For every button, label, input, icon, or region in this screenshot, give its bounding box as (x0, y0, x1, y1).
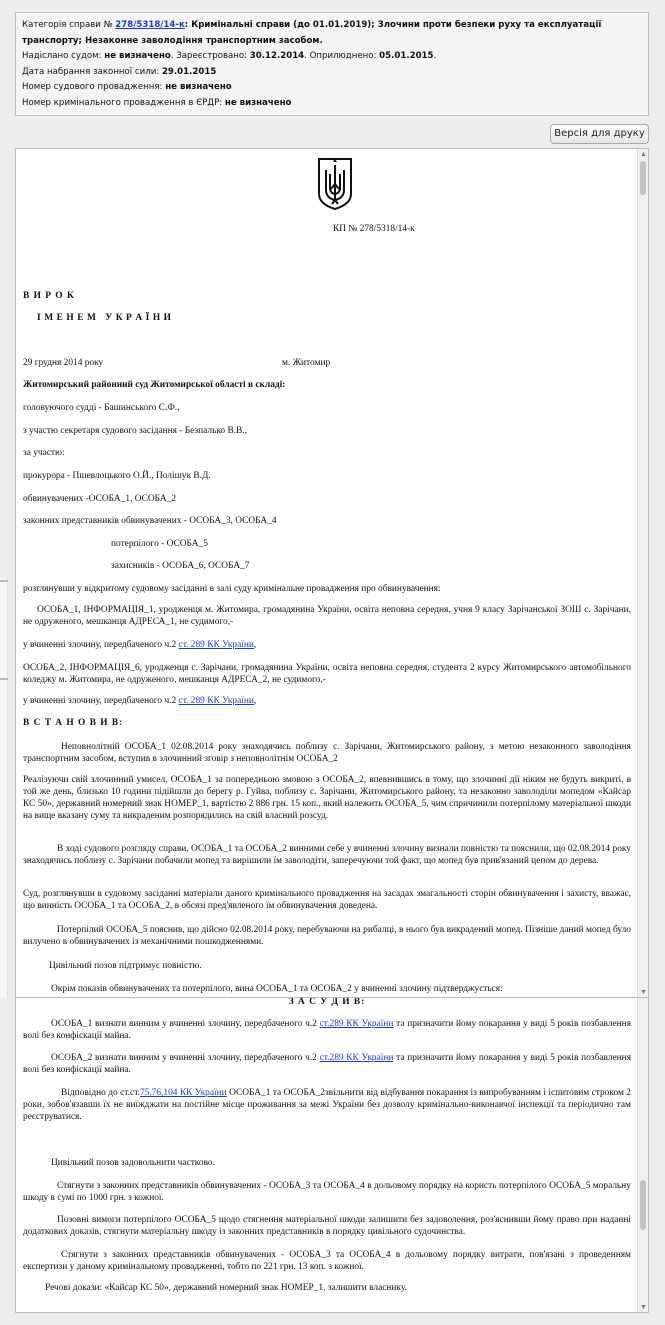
charge2-suffix: , (253, 696, 257, 706)
scroll-down-icon[interactable]: ▼ (640, 1303, 647, 1311)
legal-force-line (22, 65, 642, 81)
sentence-6: Позовні вимоги потерпілого ОСОБА_5 щодо стягнення матеріальної шкоди залишити без задоволення, роз'яснивши йому право при наданні додаткових доказів, стягнути матеріальну шкоду із законних представників в порядку цивільного судочинства. (23, 1215, 631, 1237)
dates-end: . (433, 51, 437, 62)
charge1-prefix: у вчиненні злочину, передбаченого ч.2 (23, 640, 177, 650)
sentence-1-link[interactable]: ст.289 КК України (319, 1019, 394, 1029)
document-frame-bottom[interactable] (15, 998, 649, 1313)
charge1-line (23, 639, 631, 651)
established-heading: В С Т А Н О В И В: (23, 718, 124, 728)
charge2-link[interactable]: ст. 289 КК України (178, 696, 254, 706)
fact-6: Цивільний позов підтримує повністю. (49, 961, 202, 971)
sentence-7: Стягнути з законних представників обвинувачених - ОСОБА_3 та ОСОБА_4 в дольовому порядку витрати, пов'язані з проведенням експертизи у даному кримінальному провадженні, тобто по 221 грн. 13 коп. з кожної. (23, 1250, 631, 1272)
fact-2: Реалізуючи свій злочинний умисел, ОСОБА_1 за попередньою змовою з ОСОБА_2, впевнившись в тому, що злочинні дії ніким не будуть викриті, в той же день, близько 10 години підійшли до берегу р. Гуйва, поблизу с. Зарічани, Житомирського району, та незаконно заволоділи мопедом «Кайсар КС 50», державний номерний знак НОМЕР_1, вартістю 2 886 грн. 15 коп., який належить ОСОБА_5, чим спричинили потерпілому матеріальної шкоди на вище вказану суму та викраденим розпорядились на свій власний розсуд. (23, 775, 631, 821)
left-edge-mark (0, 580, 8, 582)
person2-info: ОСОБА_2, ІНФОРМАЦІЯ_6, уродженця с. Зарічани, громадянина України, освіта неповна середня, студента 2 курсу Житомирського автомобільного коледжу м. Житомира, не одруженого, мешканця АДРЕСА_2, не судимого,- (23, 663, 631, 685)
prosecutors: прокурора - Пшевлоцького О.Й., Полішук В.Д. (23, 471, 211, 481)
document-scrollbar-bottom[interactable] (637, 998, 648, 1312)
fact-7: Окрім показів обвинувачених та потерпілого, вина ОСОБА_1 та ОСОБА_2 у вчиненні злочину підтверджується: (51, 984, 503, 994)
sentence-2 (23, 1052, 631, 1076)
court-secretary: з участю секретаря судового засідання - Безпалько В.В., (23, 426, 247, 436)
sentence-2-text-a: ОСОБА_2 визнати винним у вчиненні злочину, передбаченого ч.2 (51, 1053, 317, 1063)
case-category-line (22, 18, 642, 49)
category-text: : Кримінальні справи (до 01.01.2019); Злочини проти безпеки руху та експлуатації транспорту; Незаконне заволодіння транспортним засобом. (22, 20, 602, 46)
fact-3: В ході судового розгляду справи, ОСОБА_1 та ОСОБА_2 винними себе у вчиненні злочину визнали повністю та пояснили, що 02.08.2014 року знаходячись поблизу с. Зарічани побачили мопед та вирішили їм заволодіти, заперечуючи той факт, що мопед був прив'язаний цепом до дерева. (23, 844, 631, 866)
sentence-5: Стягнути з законних представників обвинувачених - ОСОБА_3 та ОСОБА_4 в дольовому порядку на користь потерпілого ОСОБА_5 моральну шкоду в сумі по 1000 грн. з кожної. (23, 1181, 631, 1203)
left-edge-strip (0, 578, 8, 998)
charge1-suffix: , (253, 640, 257, 650)
document-scrollbar[interactable] (637, 149, 648, 997)
document-frame-top[interactable] (15, 148, 649, 998)
charge1-link[interactable]: ст. 289 КК України (178, 640, 254, 650)
defenders: захисників - ОСОБА_6, ОСОБА_7 (111, 561, 250, 571)
sentence-2-link[interactable]: ст.289 КК України (319, 1053, 394, 1063)
verdict-subtitle: І М Е Н Е М У К Р А Ї Н И (37, 313, 172, 323)
court-proc-line (22, 80, 642, 96)
person1-info: ОСОБА_1, ІНФОРМАЦІЯ_1, уродженця м. Житомира, громадянина України, освіта неповна середня, учня 9 класу Зарічанської ЗОШ с. Зарічани, не одруженого, мешканця АДРЕСА_1, не судимого,- (23, 605, 631, 627)
fact-1: Неповнолітній ОСОБА_1 02.08.2014 року знаходячись поблизу с. Зарічани, Житомирського району, з метою незаконного заволодіння транспортним засобом, вступив в злочинний зговір з неповнолітнім ОСОБА_2 (23, 742, 631, 764)
criminal-proc-value: не визначено (224, 97, 292, 108)
court-proc-label: Номер судового провадження: (22, 82, 163, 93)
criminal-proc-label: Номер кримінального провадження в ЄРДР: (22, 97, 223, 108)
sentence-3 (23, 1087, 631, 1123)
presiding-judge: головуючого судді - Башинського С.Ф., (23, 403, 180, 413)
sent-label: Надіслано судом: (22, 51, 102, 62)
sentenced-heading: З А С У Д И В: (288, 998, 366, 1007)
victim: потерпілого - ОСОБА_5 (111, 539, 208, 549)
court-proc-value: не визначено (165, 82, 232, 93)
sentence-3-text-a: Відповідно до ст.ст. (61, 1088, 140, 1098)
scrollbar-thumb[interactable] (640, 161, 646, 195)
sentence-8: Речові докази: «Кайсар КС 50», державний номерний знак НОМЕР_1, залишити власнику. (45, 1283, 407, 1293)
category-label: Категорія справи № (22, 20, 113, 30)
legal-force-label: Дата набрання законної сили: (22, 66, 160, 77)
sentence-4: Цивільний позов задовольнити частково. (51, 1158, 215, 1168)
left-edge-mark (0, 678, 8, 680)
legal-force-value: 29.01.2015 (161, 66, 217, 77)
print-version-button[interactable]: Версія для друку (550, 124, 649, 144)
accused: обвинувачених -ОСОБА_1, ОСОБА_2 (23, 494, 177, 504)
fact-5: Потерпілий ОСОБА_5 пояснив, що дійсно 02.08.2014 року, перебуваючи на рибалці, в нього був викрадений мопед. Пізніше даний мопед було вилучено в обвинувачених із механічними пошкодженнями. (23, 925, 631, 947)
coat-of-arms-icon (316, 156, 354, 212)
case-info-panel (15, 12, 649, 116)
fact-4: Суд, розглянувши в судовому засіданні матеріали даного кримінального провадження на засадах змагальності сторін обвинувачення і захисту, вважає, що винність ОСОБА_1 та ОСОБА_2, в обсязі пред'явленого їм обвинувачення доведена. (23, 889, 631, 911)
charge2-line (23, 695, 631, 707)
verdict-title: В И Р О К (23, 291, 75, 301)
legal-representatives: законних представників обвинувачених - ОСОБА_3, ОСОБА_4 (23, 516, 277, 526)
case-number: КП № 278/5318/14-к (333, 224, 415, 234)
scrollbar-thumb-bottom[interactable] (640, 1180, 646, 1230)
scroll-up-icon[interactable]: ▲ (640, 150, 647, 158)
sentence-1 (23, 1018, 631, 1042)
dates-line (22, 49, 642, 65)
verdict-city: м. Житомир (282, 358, 331, 368)
sentence-2-text-b: та призначити йому покарання у виді 5 років позбавлення волі без конфіскації майна. (23, 1053, 632, 1075)
charge2-prefix: у вчиненні злочину, передбаченого ч.2 (23, 696, 177, 706)
sentence-1-text-a: ОСОБА_1 визнати винним у вчиненні злочину, передбаченого ч.2 (51, 1019, 317, 1029)
case-number-link[interactable]: 278/5318/14-к (115, 20, 185, 30)
scroll-down-icon[interactable]: ▼ (640, 988, 647, 996)
participation-label: за участю: (23, 448, 65, 458)
sentence-3-text-b: ОСОБА_1 та ОСОБА_2звільнити від відбування покарання із випробуванням і іспитовим строком 2 роки, зобов'язавши їх не виїжджати на постійне місце проживання за межі України без дозволу кримінально-виконавчої інспекції та періодично там реєструватися. (23, 1088, 631, 1122)
sent-value: не визначено (104, 51, 171, 62)
sentence-1-text-b: та призначити йому покарання у виді 5 років позбавлення волі без конфіскації майна. (23, 1019, 632, 1041)
considered-text: розглянувши у відкритому судовому засіданні в залі суду кримінальне провадження про обвинувачення: (23, 584, 441, 594)
registered-label: . Зареєстровано: (170, 51, 248, 62)
criminal-proc-line (22, 96, 642, 112)
published-label: . Оприлюднено: (304, 51, 377, 62)
court-composition: Житомирський районний суд Житомирської області в складі: (23, 380, 286, 390)
published-value: 05.01.2015 (379, 51, 434, 62)
registered-value: 30.12.2014 (249, 51, 305, 62)
verdict-date: 29 грудня 2014 року (23, 358, 104, 368)
sentence-3-link[interactable]: 75,76,104 КК України (139, 1088, 227, 1098)
